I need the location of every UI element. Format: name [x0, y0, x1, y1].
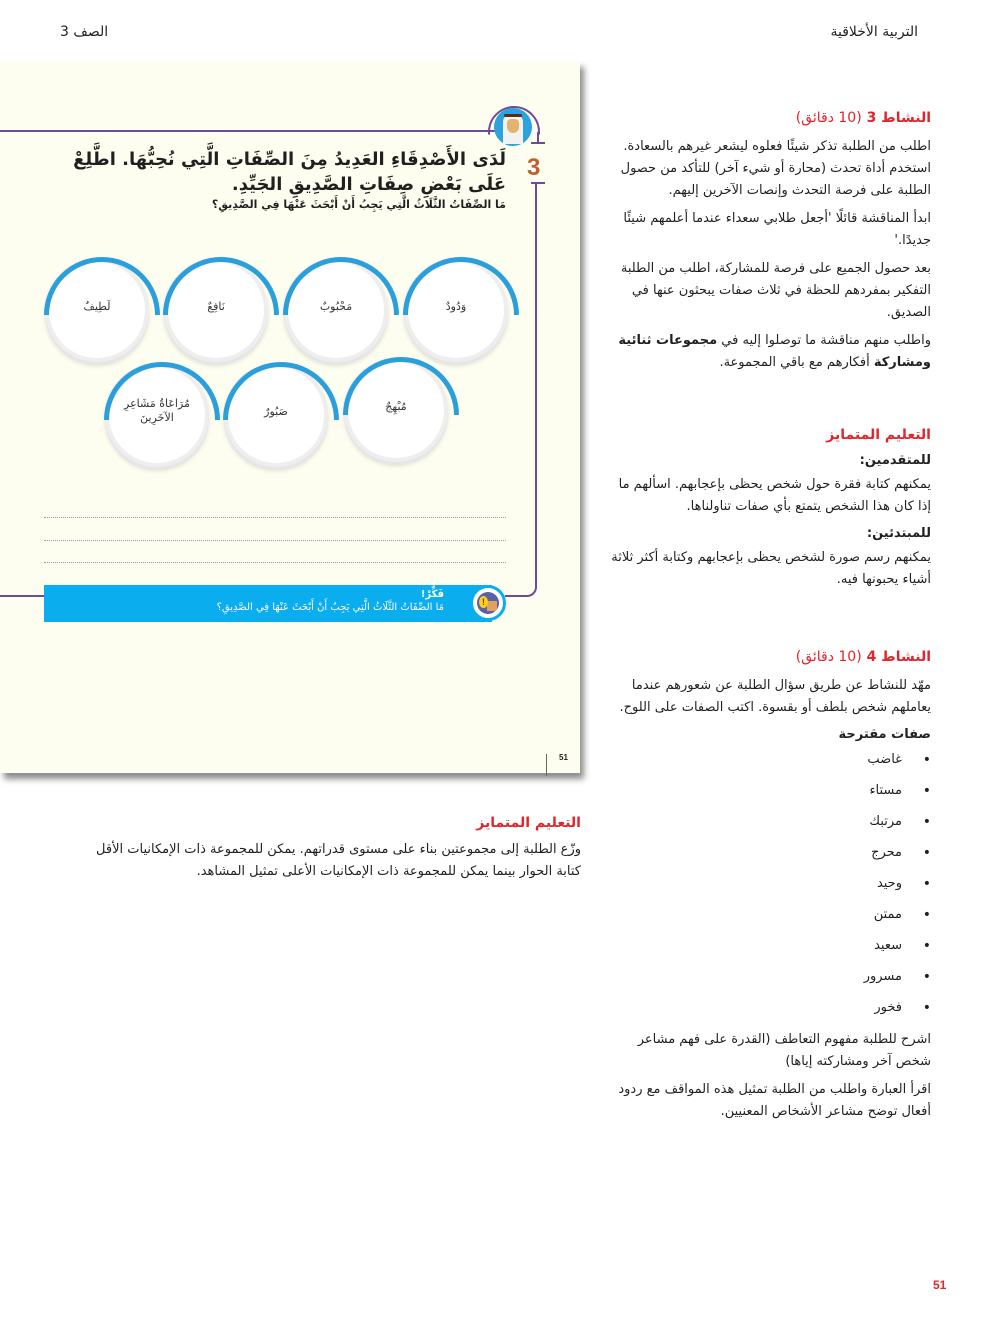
frame-line: [535, 183, 537, 588]
trait-label: لَطِيفٌ: [83, 300, 111, 313]
answer-line[interactable]: [44, 540, 506, 541]
list-item: • مستاء: [611, 781, 931, 812]
suggested-label: صفات مقترحة: [838, 727, 931, 742]
differentiation-notes: [611, 427, 931, 591]
trait-label: نَافِعٌ: [207, 300, 225, 313]
differentiation2-notes: [71, 815, 581, 883]
list-item: • محرج: [611, 843, 931, 874]
activity-question: مَا الصِّفَاتُ الثَّلَاثُ الَّتِي يَجِبُ أَنْ أَبْحَثَ عَنْهَا فِي الصَّدِيقِ؟: [211, 198, 506, 211]
student-page-number: 51: [559, 753, 568, 762]
grade-label: الصف 3: [60, 24, 109, 40]
trait-circle: [284, 258, 388, 362]
student-book-page: [0, 61, 580, 773]
trait-label: مُرَاعَاةُ مَشَاعِرِ الآخَرِينَ: [124, 397, 190, 424]
activity4-duration: (10 دقائق): [795, 649, 862, 665]
frame-corner: [517, 577, 537, 597]
activity3-notes: [611, 110, 931, 374]
activity3-duration: (10 دقائق): [795, 110, 862, 126]
activity-title: لَدَى الأَصْدِقَاءِ العَدِيدُ مِنَ الصِّفَاتِ الَّتِي نُحِبُّهَا. اطَّلِعْ عَلَى بَعْضِ صِفَاتِ الصَّدِيقِ الجَيِّدِ.: [73, 149, 506, 195]
activity3-paragraph: بعد حصول الجميع على فرصة للمشاركة، اطلب من الطلبة التفكير بمفردهم للحظة في ثلاث صفات يبحثون عنها في الصديق.: [620, 261, 931, 320]
answer-line[interactable]: [44, 562, 506, 563]
answer-line[interactable]: [44, 517, 506, 518]
list-item: • مسرور: [611, 967, 931, 998]
suggested-list: [611, 750, 931, 1029]
teacher-avatar-icon: [494, 108, 532, 146]
list-item: • وحيد: [611, 874, 931, 905]
think-text: مَا الصِّفَاتُ الثَّلَاثُ الَّتِي يَجِبُ أَنْ أَبْحَثَ عَنْهَا فِي الصَّدِيقِ؟: [216, 602, 444, 613]
frame-line: [505, 595, 519, 597]
activity3-paragraph: اطلب من الطلبة تذكر شيئًا فعلوه ليشعر غيرهم بالسعادة. استخدم أداة تحدث (محارة أو شيء آخر) للتأكد من حصول الطلبة على فرصة التحدث وإنصات الآخرين إليهم.: [620, 139, 931, 198]
trait-circle: [224, 363, 328, 467]
roleplay-text: اقرأ العبارة واطلب من الطلبة تمثيل هذه المواقف مع ردود أفعال توضح مشاعر الأشخاص المعنيين.: [618, 1082, 931, 1119]
advanced-text: يمكنهم كتابة فقرة حول شخص يحظى بإعجابهم. اسألهم ما إذا كان هذا الشخص يتمتع بأي صفات تناولناها.: [618, 477, 931, 514]
activity4-title: النشاط 4: [866, 649, 931, 665]
trait-label: مَحْبُوبٌ: [319, 300, 353, 313]
differentiation2-text: وزّع الطلبة إلى مجموعتين بناء على مستوى قدراتهم. يمكن للمجموعة ذات الإمكانيات الأقل كتابة الحوار بينما يمكن للمجموعة ذات الإمكانيات الأعلى تمثيل المشاهد.: [96, 842, 581, 879]
text-span: أفكارهم مع باقي المجموعة.: [719, 355, 874, 370]
subject-title: التربية الأخلاقية: [830, 24, 918, 40]
list-item: • غاضب: [611, 750, 931, 781]
activity-number: 3: [527, 154, 541, 181]
trait-label: صَبُورٌ: [264, 405, 288, 418]
activity4-notes: [611, 649, 931, 1123]
list-item: • سعيد: [611, 936, 931, 967]
think-box: [44, 585, 492, 622]
trait-circle: [105, 363, 209, 467]
page-number: 51: [933, 1278, 947, 1292]
activity3-title: النشاط 3: [866, 110, 931, 126]
frame-line: [0, 595, 46, 597]
activity4-heading: [611, 649, 931, 665]
activity3-heading: [611, 110, 931, 126]
activity3-paragraph: [611, 330, 931, 374]
list-item: • ممتن: [611, 905, 931, 936]
empathy-text: اشرح للطلبة مفهوم التعاطف (القدرة على فهم مشاعر شخص آخر ومشاركته إياها): [637, 1032, 931, 1069]
beginners-text: يمكنهم رسم صورة لشخص يحظى بإعجابهم وكتابة أكثر ثلاثة أشياء يحبونها فيه.: [611, 550, 931, 587]
list-item: • فخور: [611, 998, 931, 1029]
frame-tick: [531, 142, 545, 144]
beginners-label: للمبتدئين:: [866, 526, 931, 541]
differentiation2-heading: التعليم المتمايز: [476, 815, 581, 831]
frame-tick: [531, 182, 545, 184]
trait-circle: [45, 258, 149, 362]
text-span: واطلب منهم مناقشة ما توصلوا إليه في: [717, 333, 931, 348]
frame-line: [0, 130, 497, 132]
differentiation-heading: التعليم المتمايز: [826, 427, 931, 443]
page-number-divider: [546, 754, 547, 776]
bold-span: مجموعات ثنائية ومشاركة: [618, 333, 931, 370]
activity4-intro: مهّد للنشاط عن طريق سؤال الطلبة عن شعورهم عندما يعاملهم شخص بلطف أو بقسوة. اكتب الصفات على اللوح.: [619, 678, 931, 715]
activity3-paragraph: ابدأ المناقشة قائلًا 'أجعل طلابي سعداء عندما أعلمهم شيئًا جديدًا.': [623, 211, 931, 248]
frame-line: [537, 132, 539, 142]
think-icon: !: [470, 585, 506, 621]
trait-label: وَدُودٌ: [445, 300, 467, 313]
trait-label: مُبْهِجٌ: [385, 400, 407, 413]
list-item: • مرتبك: [611, 812, 931, 843]
trait-circle: [164, 258, 268, 362]
trait-circle: [404, 258, 508, 362]
think-title: فَكِّرْ!: [420, 589, 444, 600]
advanced-label: للمتقدمين:: [859, 453, 931, 468]
trait-circle: [344, 358, 448, 462]
